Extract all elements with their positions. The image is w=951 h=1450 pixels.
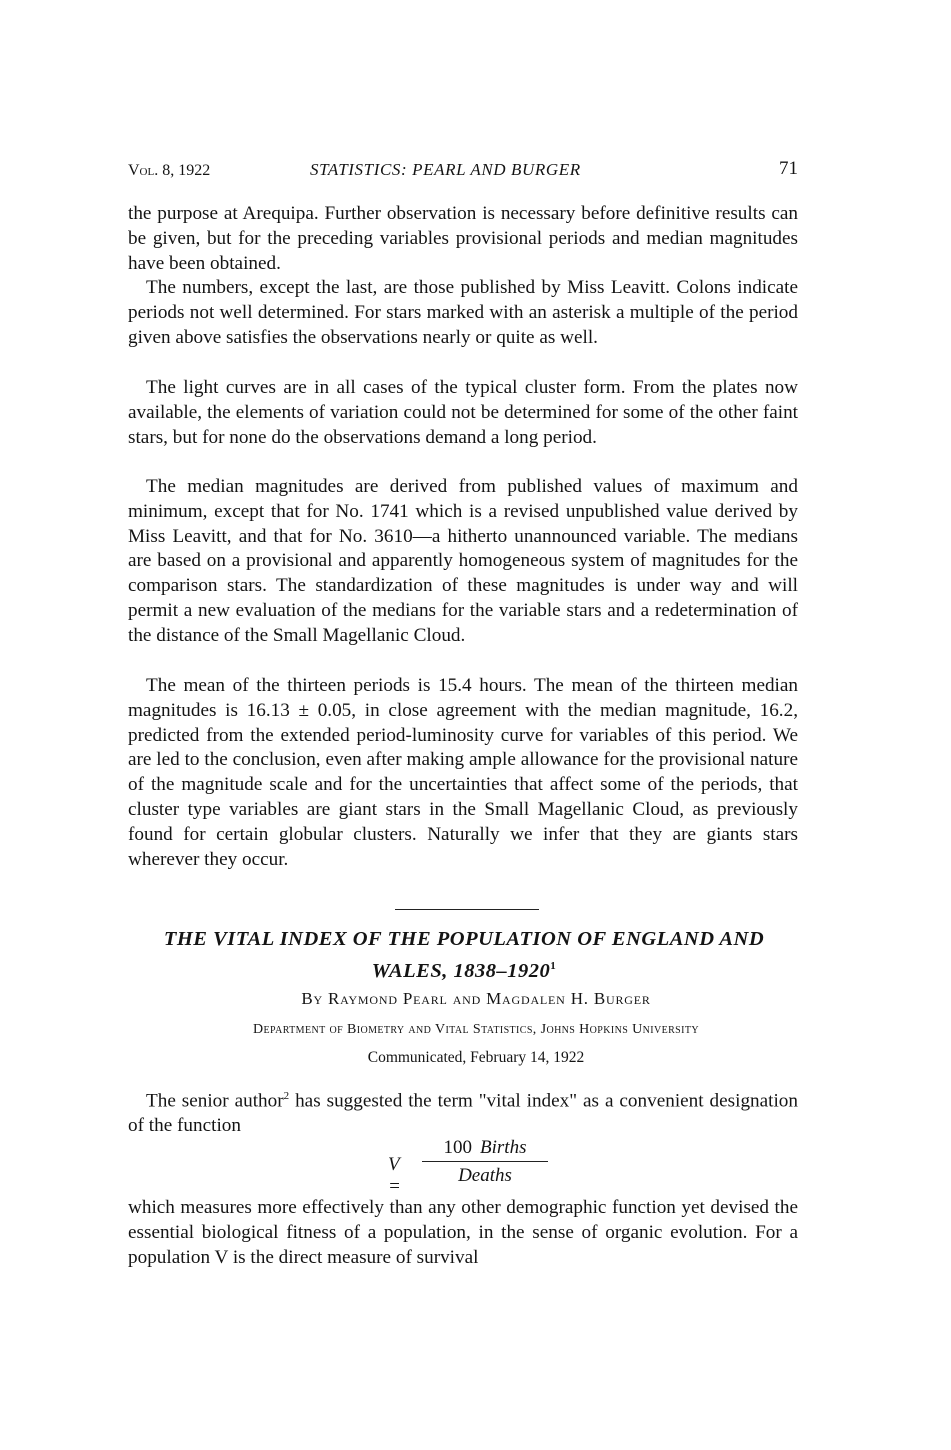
equation-denominator: Deaths bbox=[458, 1165, 512, 1186]
section-divider bbox=[395, 909, 539, 910]
equation-numerator-word: Births bbox=[480, 1137, 527, 1158]
paragraph-conclusion: The mean of the thirteen periods is 15.4 hours. The mean of the thirteen median magnitudes is 16.13 ± 0.05, in close agreement with the median magnitude, 16.2, predicted from the extended period-luminosity curve for variables of this period. We are led to the conclusion, even after making ample allowance for the provisional nature of the magnitude scale and for the uncertainties that affect some of the periods, that cluster type variables are giant stars in the Small Magellanic Cloud, as previously found for certain globular clusters. Naturally we infer that they are giants stars wherever they occur. bbox=[128, 675, 798, 870]
article-title-line2 bbox=[118, 953, 810, 985]
article-title bbox=[118, 926, 810, 985]
fraction-bar bbox=[422, 1161, 548, 1162]
paragraph-light-curves: The light curves are in all cases of the typical cluster form. From the plates now available, the elements of variation could not be determined for some of the other faint stars, but for none do the observations demand a long period. bbox=[128, 377, 798, 448]
volume-label: Vol. 8, 1922 bbox=[128, 162, 211, 179]
intro-text-start: The senior author bbox=[146, 1090, 284, 1112]
paragraph-closing: which measures more effectively than any other demographic function yet devised the essential biological fitness of a population, in the sense of organic evolution. For a population V is the direct measure of survival bbox=[128, 1197, 798, 1268]
article-title-line2-text: WALES, 1838–1920 bbox=[371, 959, 551, 982]
title-footnote-marker: 1 bbox=[550, 960, 557, 972]
paragraph-continuation: the purpose at Arequipa. Further observation is necessary before definitive results can be given, but for the preceding variables provisional periods and median magnitudes have been obtained. bbox=[128, 203, 798, 274]
equation-numerator-number: 100 bbox=[443, 1137, 473, 1158]
paragraph-intro bbox=[128, 1084, 798, 1139]
page-header bbox=[128, 158, 798, 184]
running-title: STATISTICS: PEARL AND BURGER bbox=[310, 160, 581, 179]
equation-fraction bbox=[422, 1136, 548, 1188]
equation-numerator bbox=[422, 1136, 548, 1160]
paragraph-numbers: The numbers, except the last, are those published by Miss Leavitt. Colons indicate periods not well determined. For stars marked with an asterisk a multiple of the period given above satisfies the observations nearly or quite as well. bbox=[128, 277, 798, 348]
article-title-line1: THE VITAL INDEX OF THE POPULATION OF ENGLAND AND bbox=[163, 928, 765, 950]
author-affiliation: Department of Biometry and Vital Statistics, Johns Hopkins University bbox=[253, 1022, 699, 1037]
equation-lhs: V = bbox=[388, 1154, 401, 1197]
paragraph-median-magnitudes: The median magnitudes are derived from published values of maximum and minimum, except that for No. 1741 which is a revised unpublished value derived by Miss Leavitt, and that for No. 3610—a hitherto unannounced variable. The medians are based on a provisional and apparently homogeneous system of magnitudes for the comparison stars. The standardization of these magnitudes is under way and will permit a new evaluation of the medians for the variable stars and a redetermination of the distance of the Small Magellanic Cloud. bbox=[128, 476, 798, 646]
communicated-date: Communicated, February 14, 1922 bbox=[367, 1049, 585, 1066]
intro-footnote-marker: 2 bbox=[283, 1090, 290, 1102]
author-byline: By Raymond Pearl and Magdalen H. Burger bbox=[301, 989, 651, 1008]
intro-text-end: has suggested the term "vital index" as a convenient designation of the function bbox=[128, 1090, 798, 1137]
page-number: 71 bbox=[779, 158, 798, 179]
